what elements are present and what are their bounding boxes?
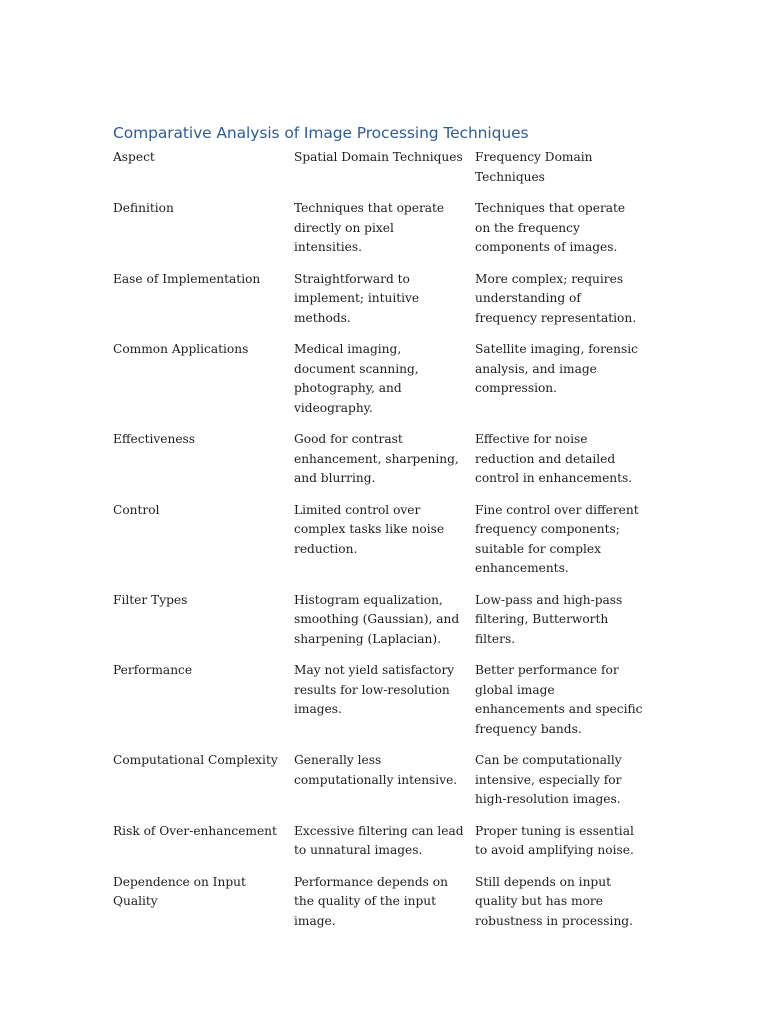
document-title: Comparative Analysis of Image Processing Techniques — [113, 124, 529, 142]
table-row — [113, 751, 653, 822]
row-spatial-cell: Excessive filtering can lead to unnatural images. — [294, 823, 464, 857]
row-spatial-cell: Performance depends on the quality of the input image. — [294, 874, 448, 928]
row-aspect-cell: Computational Complexity — [113, 753, 278, 767]
row-aspect-cell: Dependence on Input Quality — [113, 874, 246, 908]
row-frequency-cell: Satellite imaging, forensic analysis, and image compression. — [475, 342, 638, 395]
row-frequency-cell: Fine control over different frequency components; suitable for complex enhancements. — [475, 502, 639, 575]
row-aspect-cell: Filter Types — [113, 592, 188, 607]
row-frequency-cell: Low-pass and high-pass filtering, Butterworth filters. — [475, 592, 623, 646]
row-spatial-cell: Straightforward to implement; intuitive methods. — [294, 271, 420, 325]
row-spatial-cell: May not yield satisfactory results for low-resolution images. — [294, 663, 455, 716]
row-spatial-cell: Histogram equalization, smoothing (Gaussian), and sharpening (Laplacian). — [294, 592, 460, 646]
row-spatial-cell: Medical imaging, document scanning, photography, and videography. — [294, 342, 419, 415]
table-row — [113, 340, 653, 430]
row-frequency-cell: Techniques that operate on the frequency components of images. — [475, 201, 626, 254]
table-row — [113, 270, 653, 341]
table-row — [113, 873, 653, 932]
row-spatial-cell: Limited control over complex tasks like noise reduction. — [294, 502, 445, 556]
row-frequency-cell: More complex; requires understanding of frequency representation. — [475, 271, 637, 325]
row-aspect-cell: Performance — [113, 663, 193, 677]
table-row — [113, 822, 653, 873]
row-frequency-cell: Can be computationally intensive, especially for high-resolution images. — [475, 753, 622, 806]
row-aspect-cell: Ease of Implementation — [113, 271, 261, 286]
header-aspect: Aspect — [113, 150, 155, 164]
row-frequency-cell: Better performance for global image enhancements and specific frequency bands. — [475, 663, 643, 736]
header-frequency-domain: Frequency Domain Techniques — [475, 150, 593, 184]
row-aspect-cell: Effectiveness — [113, 432, 196, 446]
table-row — [113, 501, 653, 591]
table-row — [113, 591, 653, 662]
row-spatial-cell: Generally less computationally intensive. — [294, 753, 458, 787]
table-row — [113, 430, 653, 501]
row-spatial-cell: Good for contrast enhancement, sharpening, and blurring. — [294, 432, 459, 485]
row-aspect-cell: Risk of Over-enhancement — [113, 823, 277, 838]
header-spatial-domain: Spatial Domain Techniques — [294, 150, 463, 164]
row-spatial-cell: Techniques that operate directly on pixel intensities. — [294, 201, 445, 254]
row-frequency-cell: Proper tuning is essential to avoid amplifying noise. — [475, 823, 634, 857]
row-frequency-cell: Still depends on input quality but has more robustness in processing. — [475, 874, 633, 928]
table-row — [113, 199, 653, 270]
row-frequency-cell: Effective for noise reduction and detailed control in enhancements. — [475, 432, 633, 485]
row-aspect-cell: Common Applications — [113, 342, 249, 356]
table-row — [113, 661, 653, 751]
comparison-table — [113, 148, 653, 931]
row-aspect-cell: Definition — [113, 201, 174, 215]
table-header-row — [113, 148, 653, 199]
row-aspect-cell: Control — [113, 502, 160, 517]
